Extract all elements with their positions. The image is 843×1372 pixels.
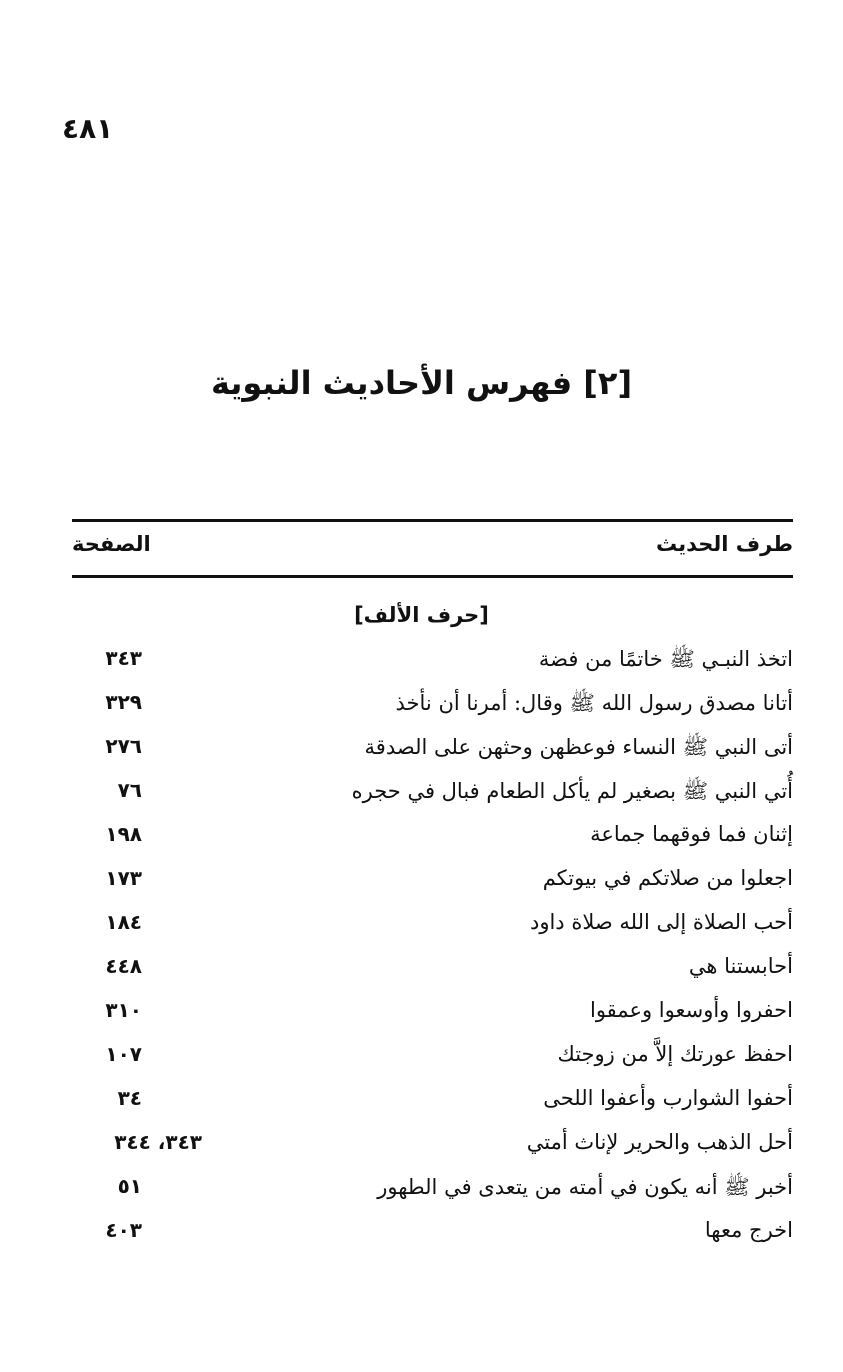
table-row bbox=[72, 774, 793, 818]
header-page-label: الصفحة bbox=[72, 532, 151, 556]
table-row bbox=[72, 686, 793, 730]
hadith-text: اجعلوا من صلاتكم في بيوتكم bbox=[542, 866, 793, 890]
table-row bbox=[72, 730, 793, 774]
hadith-text: أُتي النبي ﷺ بصغير لم يأكل الطعام فبال في حجره bbox=[351, 779, 793, 803]
page-ref: ١٨٤ bbox=[105, 910, 142, 934]
hadith-text: أتى النبي ﷺ النساء فوعظهن وحثهن على الصدقة bbox=[364, 735, 793, 759]
page-ref: ١٠٧ bbox=[105, 1042, 142, 1066]
hadith-text: اخرج معها bbox=[704, 1218, 793, 1242]
hadith-text: احفظ عورتك إلاَّ من زوجتك bbox=[557, 1042, 793, 1066]
page-title: [٢] فهرس الأحاديث النبوية bbox=[210, 364, 633, 402]
hadith-text: إثنان فما فوقهما جماعة bbox=[590, 822, 793, 846]
hadith-text: اتخذ النبـي ﷺ خاتمًا من فضة bbox=[538, 647, 793, 671]
table-row bbox=[72, 818, 793, 862]
page-ref: ٣٢٩ bbox=[105, 690, 142, 714]
table-row bbox=[72, 1082, 793, 1126]
page-ref: ٤٠٣ bbox=[105, 1218, 142, 1242]
hadith-text: أحفوا الشوارب وأعفوا اللحى bbox=[543, 1086, 793, 1110]
table-header bbox=[72, 532, 793, 566]
header-hadith-label: طرف الحديث bbox=[655, 532, 793, 556]
page-ref: ١٧٣ bbox=[105, 866, 142, 890]
index-entries bbox=[72, 642, 793, 1258]
table-row bbox=[72, 950, 793, 994]
page-ref: ٧٦ bbox=[117, 778, 142, 802]
page-ref: ١٩٨ bbox=[105, 822, 142, 846]
page-ref: ٢٧٦ bbox=[105, 734, 142, 758]
table-row bbox=[72, 1038, 793, 1082]
table-row bbox=[72, 862, 793, 906]
table-row bbox=[72, 1170, 793, 1214]
page-ref: ٣٤٣ bbox=[105, 646, 142, 670]
table-row bbox=[72, 642, 793, 686]
table-row bbox=[72, 1126, 793, 1170]
table-header-rule bbox=[72, 575, 793, 578]
table-row bbox=[72, 1214, 793, 1258]
table-row bbox=[72, 906, 793, 950]
hadith-text: أحابستنا هي bbox=[688, 954, 793, 978]
page-ref: ٣٤٣، ٣٤٤ bbox=[114, 1130, 202, 1154]
hadith-text: أحل الذهب والحرير لإناث أمتي bbox=[526, 1130, 793, 1154]
hadith-text: أخبر ﷺ أنه يكون في أمته من يتعدى في الطهور bbox=[377, 1175, 793, 1199]
page-ref: ٣٤ bbox=[117, 1086, 142, 1110]
page-ref: ٤٤٨ bbox=[105, 954, 142, 978]
hadith-text: أحب الصلاة إلى الله صلاة داود bbox=[529, 910, 793, 934]
section-heading: [حرف الألف] bbox=[354, 603, 489, 627]
page-ref: ٥١ bbox=[117, 1174, 142, 1198]
hadith-text: أتانا مصدق رسول الله ﷺ وقال: أمرنا أن نأخذ bbox=[395, 691, 793, 715]
page-number: ٤٨١ bbox=[62, 112, 114, 145]
page-ref: ٣١٠ bbox=[105, 998, 142, 1022]
table-top-rule bbox=[72, 519, 793, 522]
hadith-text: احفروا وأوسعوا وعمقوا bbox=[590, 998, 793, 1022]
table-row bbox=[72, 994, 793, 1038]
